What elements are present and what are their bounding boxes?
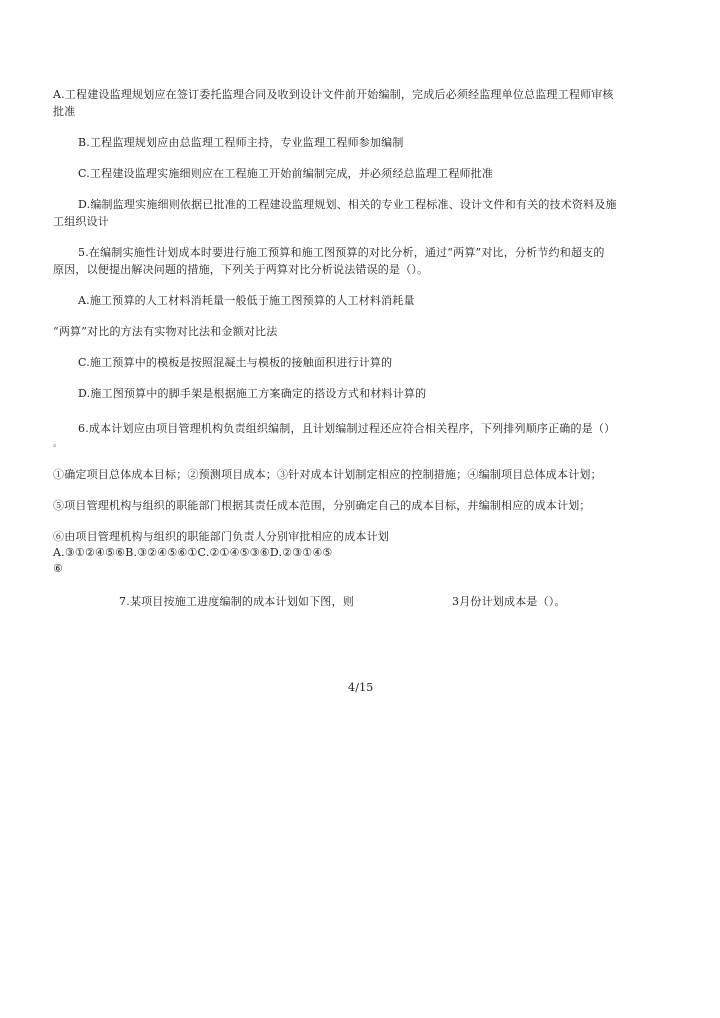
question-7-stem-part-2: 3月份计划成本是（）。 xyxy=(452,595,566,608)
option-c-line: C.工程建设监理实施细则应在工程施工开始前编制完成，并必须经总监理工程师批准 xyxy=(78,167,494,180)
question-6-steps-line-1: ①确定项目总体成本目标；②预测项目成本；③针对成本计划制定相应的控制措施；④编制项目总体成本计划； xyxy=(53,468,602,481)
question-6-options: A.③①②④⑤⑥B.③②④⑤⑥①C.②①④⑤③⑥D.②③①④⑤ xyxy=(53,546,333,559)
option-b-line: B.工程监理规划应由总监理工程师主持，专业监理工程师参加编制 xyxy=(78,136,404,149)
option-a-continuation: 批准 xyxy=(53,105,76,118)
question-5-option-b: “两算”对比的方法有实物对比法和金额对比法 xyxy=(53,325,278,338)
question-5-option-d: D.施工图预算中的脚手架是根据施工方案确定的搭设方式和材料计算的 xyxy=(78,387,427,400)
question-5-stem-continuation: 原因，以便提出解决问题的措施，下列关于两算对比分析说法错误的是（）。 xyxy=(53,263,429,276)
option-d-line: D.编制监理实施细则依据已批准的工程建设监理规划、相关的专业工程标准、设计文件和有关的技术资料及施 xyxy=(78,198,617,211)
question-6-stem-period: 。 xyxy=(53,439,63,449)
question-6-stem: 6.成本计划应由项目管理机构负责组织编制，且计划编制过程还应符合相关程序，下列排列顺序正确的是（） xyxy=(78,422,616,435)
page-number: 4/15 xyxy=(348,681,374,694)
question-7-stem-part-1: 7.某项目按施工进度编制的成本计划如下图，则 xyxy=(119,595,354,608)
option-d-continuation: 工组织设计 xyxy=(53,215,109,228)
question-5-option-c: C.施工预算中的模板是按照混凝土与模板的接触面积进行计算的 xyxy=(78,356,393,369)
question-6-steps-line-3: ⑥由项目管理机构与组织的职能部门负责人分别审批相应的成本计划 xyxy=(53,530,389,543)
question-6-steps-line-2: ⑤项目管理机构与组织的职能部门根据其责任成本范围，分别确定自己的成本目标，并编制相应的成本计划； xyxy=(53,499,591,512)
question-5-option-a: A.施工预算的人工材料消耗量一般低于施工图预算的人工材料消耗量 xyxy=(78,294,415,307)
question-6-options-continuation: ⑥ xyxy=(53,562,64,575)
option-a-line: A.工程建设监理规划应在签订委托监理合同及收到设计文件前开始编制，完成后必须经监理单位总监理工程师审核 xyxy=(53,88,614,101)
question-5-stem: 5.在编制实施性计划成本时要进行施工预算和施工图预算的对比分析，通过“两算”对比，分析节约和超支的 xyxy=(78,246,605,259)
